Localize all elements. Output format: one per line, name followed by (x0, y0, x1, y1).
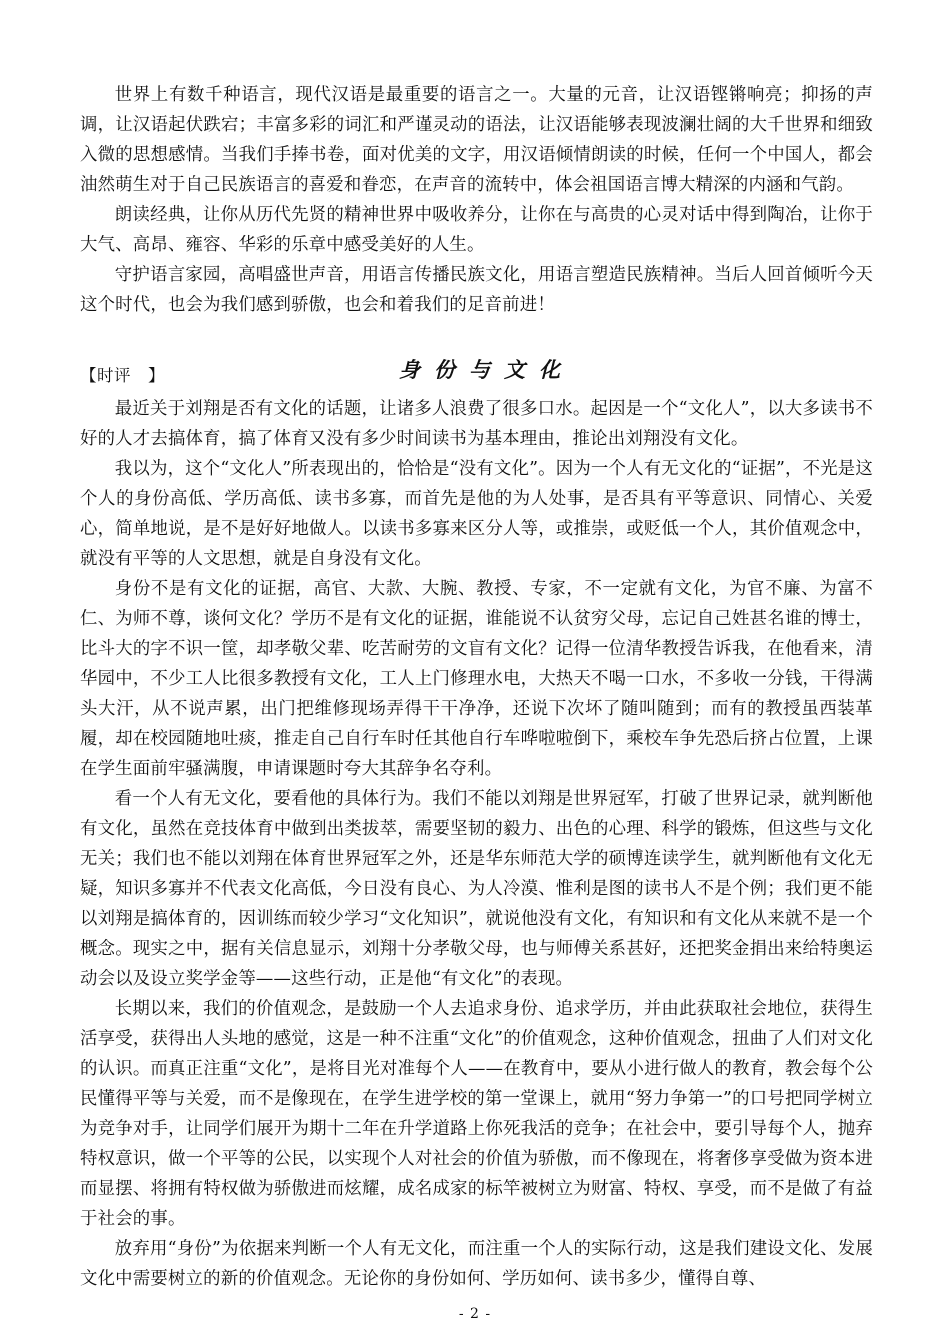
intro-section (80, 80, 873, 320)
article-title: 身份与文化 (399, 357, 574, 382)
intro-paragraph-3: 守护语言家园，高唱盛世声音，用语言传播民族文化，用语言塑造民族精神。当后人回首倾听今天这个时代，也会为我们感到骄傲，也会和着我们的足音前进！ (80, 265, 873, 315)
article-paragraph-1: 最近关于刘翔是否有文化的话题，让诸多人浪费了很多口水。起因是一个“文化人”，以大多读书不好的人才去搞体育，搞了体育又没有多少时间读书为基本理由，推论出刘翔没有文化。 (80, 399, 873, 449)
article-category-tag: 【时评 】 (80, 366, 165, 385)
article-paragraph-4: 看一个人有无文化，要看他的具体行为。我们不能以刘翔是世界冠军，打破了世界记录，就判断他有文化，虽然在竞技体育中做到出类拔萃，需要坚韧的毅力、出色的心理、科学的锻炼，但这些与文化无关；我们也不能以刘翔在体育世界冠军之外，还是华东师范大学的硕博连读学生，就判断他有文化无疑，知识多寡并不代表文化高低，今日没有良心、为人冷漠、惟利是图的读书人不是个例；我们更不能以刘翔是搞体育的，因训练而较少学习“文化知识”，就说他没有文化，有知识和有文化从来就不是一个概念。现实之中，据有关信息显示，刘翔十分孝敬父母，也与师傅关系甚好，还把奖金捐出来给特奥运动会以及设立奖学金等——这些行动，正是他“有文化”的表现。 (80, 789, 873, 989)
article-header (80, 354, 873, 388)
article-body (80, 394, 873, 1294)
article-paragraph-5: 长期以来，我们的价值观念，是鼓励一个人去追求身份、追求学历，并由此获取社会地位，获得生活享受，获得出人头地的感觉，这是一种不注重“文化”的价值观念，这种价值观念，扭曲了人们对文化的认识。而真正注重“文化”，是将目光对准每个人——在教育中，要从小进行做人的教育，教会每个公民懂得平等与关爱，而不是像现在，在学生进学校的第一堂课上，就用“努力争第一”的口号把同学树立为竞争对手，让同学们展开为期十二年在升学道路上你死我活的竞争；在社会中，要引导每个人，抛弃特权意识，做一个平等的公民，以实现个人对社会的价值为骄傲，而不像现在，将奢侈享受做为资本进而显摆、将拥有特权做为骄傲进而炫耀，成名成家的标竿被树立为财富、特权、享受，而不是做了有益于社会的事。 (80, 999, 873, 1229)
intro-paragraph-2: 朗读经典，让你从历代先贤的精神世界中吸收养分，让你在与高贵的心灵对话中得到陶冶，让你于大气、高昂、雍容、华彩的乐章中感受美好的人生。 (80, 205, 873, 255)
article-paragraph-3: 身份不是有文化的证据，高官、大款、大腕、教授、专家，不一定就有文化，为官不廉、为富不仁、为师不尊，谈何文化？学历不是有文化的证据，谁能说不认贫穷父母，忘记自己姓甚名谁的博士，比斗大的字不识一筐，却孝敬父辈、吃苦耐劳的文盲有文化？记得一位清华教授告诉我，在他看来，清华园中，不少工人比很多教授有文化，工人上门修理水电，大热天不喝一口水，不多收一分钱，干得满头大汗，从不说声累，出门把维修现场弄得干干净净，还说下次坏了随叫随到；而有的教授虽西装革履，却在校园随地吐痰，推走自己自行车时任其他自行车哗啦啦倒下，乘校车争先恐后挤占位置，上课在学生面前牢骚满腹，申请课题时夸大其辞争名夺利。 (80, 579, 873, 779)
article-paragraph-2: 我以为，这个“文化人”所表现出的，恰恰是“没有文化”。因为一个人有无文化的“证据”，不光是这个人的身份高低、学历高低、读书多寡，而首先是他的为人处事，是否具有平等意识、同情心、关爱心，简单地说，是不是好好地做人。以读书多寡来区分人等，或推崇，或贬低一个人，其价值观念中，就没有平等的人文思想，就是自身没有文化。 (80, 459, 873, 569)
document-page (80, 80, 873, 1294)
article-paragraph-6: 放弃用“身份”为依据来判断一个人有无文化，而注重一个人的实际行动，这是我们建设文化、发展文化中需要树立的新的价值观念。无论你的身份如何、学历如何、读书多少，懂得自尊、 (80, 1239, 873, 1289)
intro-paragraph-1: 世界上有数千种语言，现代汉语是最重要的语言之一。大量的元音，让汉语铿锵响亮；抑扬的声调，让汉语起伏跌宕；丰富多彩的词汇和严谨灵动的语法，让汉语能够表现波澜壮阔的大千世界和细致入微的思想感情。当我们手捧书卷，面对优美的文字，用汉语倾情朗读的时候，任何一个中国人，都会油然萌生对于自己民族语言的喜爱和眷恋，在声音的流转中，体会祖国语言博大精深的内涵和气韵。 (80, 85, 873, 195)
page-number: - 2 - (458, 1306, 492, 1322)
